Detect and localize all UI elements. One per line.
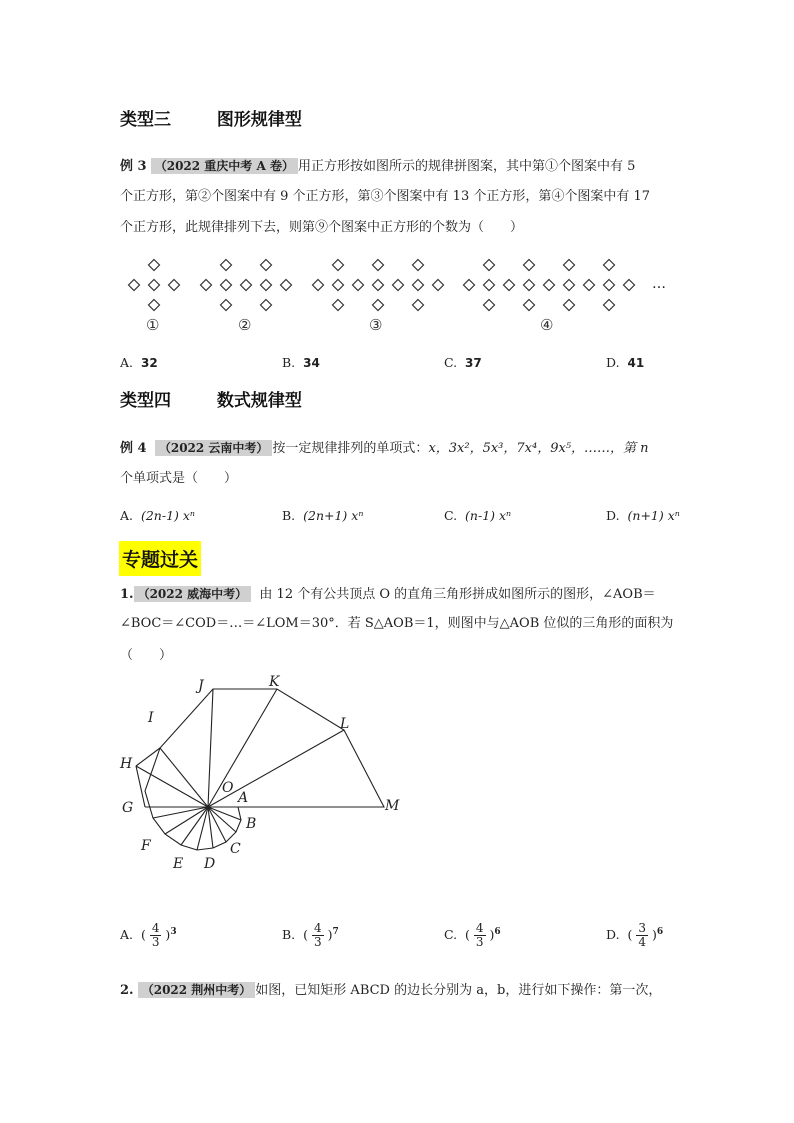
- diamond-square: [604, 280, 615, 291]
- point-label-l: L: [340, 716, 350, 732]
- option-b: B. ( $\frac{4}{3}$ )$^7$: [282, 921, 339, 949]
- diamond-square: [413, 260, 424, 271]
- option-b: B. (2n+1) xⁿ: [282, 508, 364, 523]
- point-label-j: J: [198, 678, 204, 694]
- diamond-square: [524, 280, 535, 291]
- diamond-square: [261, 260, 272, 271]
- diamond-square: [584, 280, 595, 291]
- question-1-line-1: [120, 584, 656, 605]
- question-prefix: 2.: [120, 983, 134, 998]
- diamond-square: [129, 280, 140, 291]
- section-label: 类型四: [120, 391, 171, 411]
- point-label-m: M: [385, 798, 400, 814]
- pattern-ellipsis: …: [652, 276, 666, 292]
- diamond-square: [484, 280, 495, 291]
- point-label-f: F: [141, 838, 151, 854]
- point-label-o: O: [222, 780, 234, 796]
- diamond-square: [413, 280, 424, 291]
- point-label-i: I: [148, 710, 154, 726]
- diamond-square: [373, 300, 384, 311]
- diamond-square: [524, 300, 535, 311]
- option-c: C. (n-1) xⁿ: [444, 508, 512, 523]
- example-3-line-1: [120, 156, 635, 177]
- diamond-square: [149, 280, 160, 291]
- diamond-square: [261, 280, 272, 291]
- text: 按一定规律排列的单项式：: [272, 441, 429, 456]
- diamond-square: [484, 260, 495, 271]
- source-tag: （2022 重庆中考 A 卷）: [151, 158, 298, 174]
- diamond-square: [169, 280, 180, 291]
- section-title: 图形规律型: [216, 110, 302, 130]
- section-label: 类型三: [120, 110, 171, 130]
- diamond-square: [221, 260, 232, 271]
- example-prefix: 例 3: [120, 159, 147, 174]
- diamond-square: [544, 280, 555, 291]
- diamond-square: [373, 260, 384, 271]
- pattern-label-3: ③: [369, 316, 383, 334]
- section-heading-3: [120, 105, 302, 130]
- diamond-square: [149, 260, 160, 271]
- diamond-square: [333, 260, 344, 271]
- diamond-square: [149, 300, 160, 311]
- diamond-square: [604, 300, 615, 311]
- diamond-square: [624, 280, 635, 291]
- diamond-square: [221, 300, 232, 311]
- diamond-square: [281, 280, 292, 291]
- sequence: x，3x²，5x³，7x⁴，9x⁵，……，第 n: [428, 441, 649, 456]
- option-a: A. 32: [120, 355, 158, 370]
- diamond-square: [373, 280, 384, 291]
- diamond-square: [524, 260, 535, 271]
- pattern-label-4: ④: [540, 316, 554, 334]
- option-d: D. ( $\frac{3}{4}$ )$^6$: [606, 921, 664, 949]
- point-label-g: G: [122, 800, 134, 816]
- diamond-square: [333, 280, 344, 291]
- diamond-square: [484, 300, 495, 311]
- diamond-square: [393, 280, 404, 291]
- diamond-square: [413, 300, 424, 311]
- section-banner: 专题过关: [119, 541, 201, 576]
- diamond-square: [433, 280, 444, 291]
- example-4-line-2: 个单项式是（ ）: [120, 471, 238, 486]
- point-label-d: D: [204, 856, 216, 872]
- diamond-square: [353, 280, 364, 291]
- option-a: A. (2n-1) xⁿ: [120, 508, 195, 523]
- option-b: B. 34: [282, 355, 320, 370]
- diamond-square: [504, 280, 515, 291]
- diamond-square: [261, 300, 272, 311]
- option-a: A. ( $\frac{4}{3}$ )$^3$: [120, 921, 177, 949]
- diamond-square: [313, 280, 324, 291]
- section-heading-4: [120, 386, 302, 411]
- triangle-spiral-figure: [112, 670, 412, 880]
- diamond-square: [221, 280, 232, 291]
- diamond-pattern-figure: [110, 252, 690, 344]
- text: 由 12 个有公共顶点 O 的直角三角形拼成如图所示的图形，∠AOB＝: [259, 587, 656, 602]
- source-tag: （2022 威海中考）: [134, 586, 252, 602]
- option-c: C. 37: [444, 355, 482, 370]
- text: 用正方形按如图所示的规律拼图案，其中第①个图案中有 5: [297, 159, 636, 174]
- point-label-c: C: [230, 841, 241, 857]
- point-label-h: H: [120, 756, 133, 772]
- text: 如图，已知矩形 ABCD 的边长分别为 a，b，进行如下操作：第一次，: [255, 983, 662, 998]
- option-d: D. (n+1) xⁿ: [606, 508, 680, 523]
- option-c: C. ( $\frac{4}{3}$ )$^6$: [444, 921, 501, 949]
- diamond-square: [564, 260, 575, 271]
- question-2-line-1: [120, 980, 661, 1001]
- point-label-b: B: [246, 816, 257, 832]
- source-tag: （2022 荆州中考）: [138, 982, 256, 998]
- source-tag: （2022 云南中考）: [155, 440, 273, 456]
- pattern-label-2: ②: [238, 316, 252, 334]
- diamond-square: [333, 300, 344, 311]
- point-label-k: K: [269, 674, 280, 690]
- point-label-e: E: [173, 856, 184, 872]
- diamond-square: [201, 280, 212, 291]
- section-title: 数式规律型: [216, 391, 302, 411]
- example-prefix: 例 4: [120, 441, 147, 456]
- question-1-line-3: （ ）: [120, 648, 173, 663]
- diamond-square: [464, 280, 475, 291]
- diamond-square: [604, 260, 615, 271]
- diamond-square: [564, 300, 575, 311]
- pattern-label-1: ①: [146, 316, 160, 334]
- option-d: D. 41: [606, 355, 645, 370]
- question-prefix: 1.: [120, 587, 134, 602]
- diamond-square: [564, 280, 575, 291]
- example-4-line-1: [120, 438, 649, 459]
- example-3-line-3: 个正方形，此规律排列下去，则第⑨个图案中正方形的个数为（ ）: [120, 220, 524, 235]
- point-label-a: A: [238, 790, 249, 806]
- example-3-line-2: 个正方形，第②个图案中有 9 个正方形，第③个图案中有 13 个正方形，第④个图案中有 17: [120, 189, 651, 204]
- diamond-square: [241, 280, 252, 291]
- question-1-line-2: ∠BOC＝∠COD＝…＝∠LOM＝30°．若 S△AOB＝1，则图中与△AOB 位似的三角形的面积为: [120, 616, 674, 631]
